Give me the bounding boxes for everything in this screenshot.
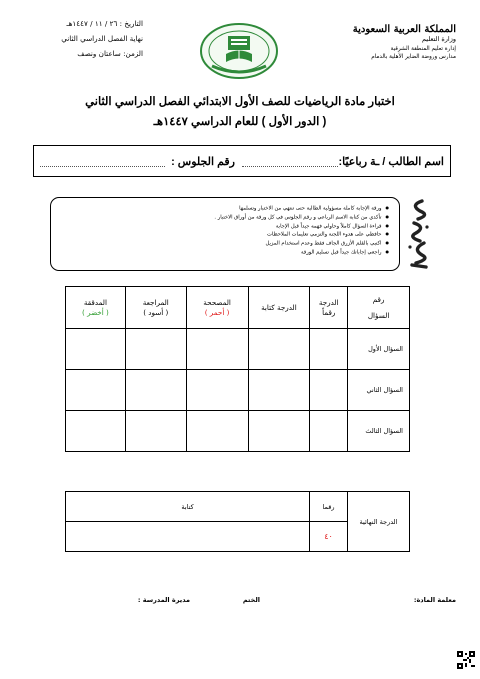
final-grade-table xyxy=(65,491,410,552)
corrector-color: ( أحمر ) xyxy=(204,307,230,317)
reviewer-cell[interactable] xyxy=(125,329,186,370)
exam-date: التاريخ : ٢٦ / ١١ / ١٤٤٧هـ xyxy=(66,19,143,28)
stamp-label: الختم xyxy=(242,596,260,604)
title-line-1: اختبار مادة الرياضيات للصف الأول الابتدائي الفصل الدراسي الثاني xyxy=(85,96,395,108)
instruction-item: ● قراءة السؤال كاملاً وحاولي فهمه جيداً قبل الإجابة xyxy=(51,222,389,231)
header-auditor: المدققة ( أخضر ) xyxy=(66,287,126,329)
table-row xyxy=(66,411,410,452)
table-row xyxy=(66,370,410,411)
final-words-cell[interactable] xyxy=(66,522,310,552)
grade-digits-cell[interactable] xyxy=(310,329,348,370)
final-grade-label: الدرجة النهائية xyxy=(348,492,410,552)
seat-number-field[interactable] xyxy=(40,159,165,167)
teacher-signature: معلمة المادة: xyxy=(413,596,456,604)
final-total: ٤٠ xyxy=(310,522,348,552)
seat-number-label: رقم الجلوس : xyxy=(171,156,235,168)
instruction-item: ● راجعي إجاباتك جيداً قبل تسليم الورقة xyxy=(51,248,389,257)
header-corrector: المصححة ( أحمر ) xyxy=(186,287,248,329)
instruction-item: ● اكتبي بالقلم الأزرق الجاف فقط وعدم استخدام المزيل xyxy=(51,239,389,248)
title-line-2: ( الدور الأول ) للعام الدراسي ١٤٤٧هـ xyxy=(153,116,327,128)
auditor-cell[interactable] xyxy=(66,329,126,370)
instructions-box xyxy=(50,197,400,271)
ministry-name: وزارة التعليم xyxy=(421,35,456,43)
grade-digits-cell[interactable] xyxy=(310,370,348,411)
instruction-item: ● ورقة الإجابة كاملة مسؤولية الطالبة حتى تنتهي من الاختبار وتسلمها xyxy=(51,204,389,213)
grade-digits-cell[interactable] xyxy=(310,411,348,452)
question-label: السؤال الثالث xyxy=(348,411,410,452)
school-name: مدارس وروضة الضاير الأهلية بالدمام xyxy=(371,54,456,60)
exam-info xyxy=(18,16,143,61)
principal-signature: مديرة المدرسة : xyxy=(137,596,190,604)
student-info-box xyxy=(33,145,451,177)
grade-words-cell[interactable] xyxy=(248,329,310,370)
question-label: السؤال الثاني xyxy=(348,370,410,411)
auditor-cell[interactable] xyxy=(66,411,126,452)
question-label: السؤال الأول xyxy=(348,329,410,370)
grade-words-cell[interactable] xyxy=(248,411,310,452)
table-row xyxy=(66,329,410,370)
qr-code xyxy=(457,651,475,669)
department-name: إدارة تعليم المنطقة الشرقية xyxy=(390,46,456,52)
table-header-row xyxy=(66,287,410,329)
final-digits-label: رقما xyxy=(310,492,348,522)
exam-term: نهاية الفصل الدراسي الثاني xyxy=(61,34,143,43)
exam-duration: الزمن: ساعتان ونصف xyxy=(77,49,143,58)
instruction-item: ● حافظي على هدوء اللجنة والتزمي تعليمات الملاحظات xyxy=(51,230,389,239)
corrector-cell[interactable] xyxy=(186,329,248,370)
school-logo xyxy=(198,22,280,80)
final-words-label: كتابة xyxy=(66,492,310,522)
header-reviewer: المراجعة ( أسود ) xyxy=(125,287,186,329)
reviewer-cell[interactable] xyxy=(125,370,186,411)
corrector-cell[interactable] xyxy=(186,370,248,411)
auditor-color: ( أخضر ) xyxy=(82,307,109,317)
reviewer-color: ( أسود ) xyxy=(143,307,169,317)
auditor-cell[interactable] xyxy=(66,370,126,411)
grading-table xyxy=(65,286,410,452)
header-question: رقم السؤال xyxy=(348,287,410,329)
reviewer-cell[interactable] xyxy=(125,411,186,452)
notes-calligraphy-label xyxy=(404,197,434,271)
student-name-field[interactable] xyxy=(242,159,338,167)
final-row xyxy=(66,492,410,522)
instruction-item: ● تأكدي من كتابة الاسم الرباعي و رقم الجلوس في كل ورقة من أوراق الاختبار . xyxy=(51,213,389,222)
exam-title xyxy=(0,94,480,130)
grade-words-cell[interactable] xyxy=(248,370,310,411)
ministry-header xyxy=(326,24,456,61)
corrector-cell[interactable] xyxy=(186,411,248,452)
header-grade-words: الدرجة كتابة xyxy=(248,287,310,329)
kingdom-name: المملكة العربية السعودية xyxy=(352,24,456,35)
header-grade-digits: الدرجة رقماً xyxy=(310,287,348,329)
student-name-label: اسم الطالب / ـة رباعيًا: xyxy=(338,156,444,168)
